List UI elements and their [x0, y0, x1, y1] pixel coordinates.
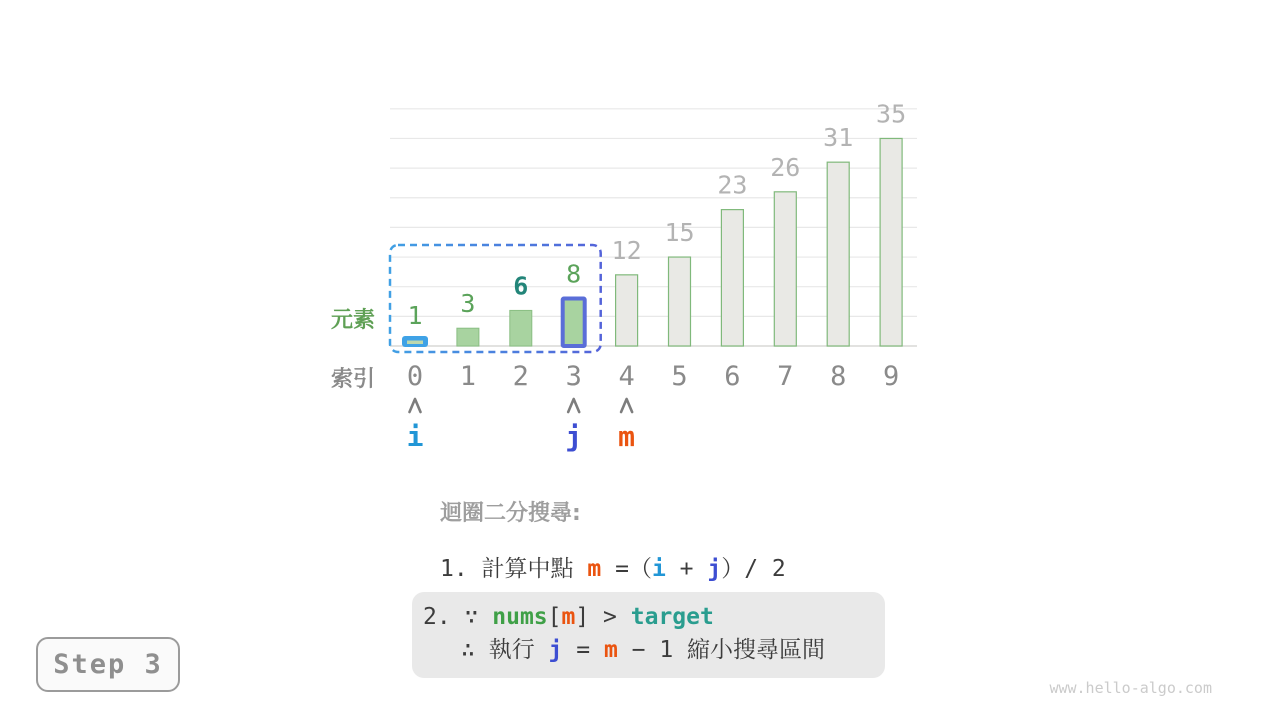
bar-8-out-of-range: [827, 162, 849, 346]
value-label-8: 31: [823, 123, 854, 153]
step1-text: =（: [601, 556, 652, 582]
var-m: m: [561, 604, 576, 630]
step2-text: =: [562, 637, 604, 663]
explanation-step2-box: [412, 592, 885, 678]
step-badge-label: Step 3: [53, 649, 163, 680]
bar-6-out-of-range: [721, 210, 743, 346]
index-label-6: 6: [724, 361, 741, 392]
bar-4-out-of-range: [616, 275, 638, 346]
step1-text: ）/ 2: [721, 556, 786, 582]
step1-text: 1. 計算中點: [440, 556, 588, 582]
step-badge: [36, 637, 180, 692]
step2-line1: [423, 601, 885, 634]
value-label-6: 23: [717, 170, 748, 200]
value-label-0: 1: [407, 301, 423, 331]
var-m: m: [603, 637, 618, 663]
index-label-0: 0: [406, 361, 424, 392]
index-label-4: 4: [618, 361, 635, 392]
pointer-label-m: m: [618, 420, 636, 453]
bar-2: [510, 310, 532, 346]
index-label-5: 5: [671, 361, 688, 392]
value-label-9: 35: [876, 99, 907, 129]
step1-text: +: [665, 556, 708, 582]
step2-text: − 1 縮小搜尋區間: [617, 637, 826, 663]
index-label-1: 1: [459, 361, 477, 392]
pointer-label-j: j: [565, 420, 583, 453]
index-label-3: 3: [565, 361, 582, 392]
var-j: j: [548, 637, 563, 663]
index-label-9: 9: [882, 361, 900, 392]
value-label-7: 26: [770, 152, 801, 182]
explanation-title: 迴圈二分搜尋:: [440, 501, 581, 526]
var-target: target: [630, 604, 714, 630]
pointer-label-i: i: [406, 420, 424, 453]
y-axis-label-element: 元素: [330, 308, 375, 333]
var-i: i: [651, 556, 666, 582]
step2-text: 2. ∵: [423, 604, 493, 630]
value-label-3: 8: [566, 259, 582, 289]
pointer-caret-j: [568, 399, 579, 412]
value-label-4: 12: [611, 235, 642, 265]
explanation-step1: [440, 550, 786, 583]
value-label-5: 15: [664, 218, 695, 248]
pointer-caret-i: [410, 399, 421, 412]
var-m: m: [587, 556, 602, 582]
step2-line2: [423, 634, 885, 667]
value-label-2: 6: [513, 271, 529, 301]
x-axis-label-index: 索引: [330, 367, 375, 392]
value-label-1: 3: [460, 289, 476, 319]
index-label-8: 8: [830, 361, 847, 392]
watermark: www.hello-algo.com: [1049, 679, 1212, 697]
index-label-7: 7: [777, 361, 794, 392]
var-nums: nums: [492, 604, 548, 630]
pointer-caret-m: [621, 399, 632, 412]
bar-0-inner: [407, 341, 423, 345]
var-j: j: [707, 556, 722, 582]
bar-5-out-of-range: [669, 257, 691, 346]
index-label-2: 2: [512, 361, 529, 392]
bar-9-out-of-range: [880, 138, 902, 346]
step2-text: [: [547, 604, 562, 630]
bar-1: [457, 328, 479, 346]
bar-3-target-candidate: [563, 299, 585, 346]
step2-text: ] >: [575, 604, 631, 630]
bar-7-out-of-range: [774, 192, 796, 346]
step2-text: ∴ 執行: [461, 637, 549, 663]
